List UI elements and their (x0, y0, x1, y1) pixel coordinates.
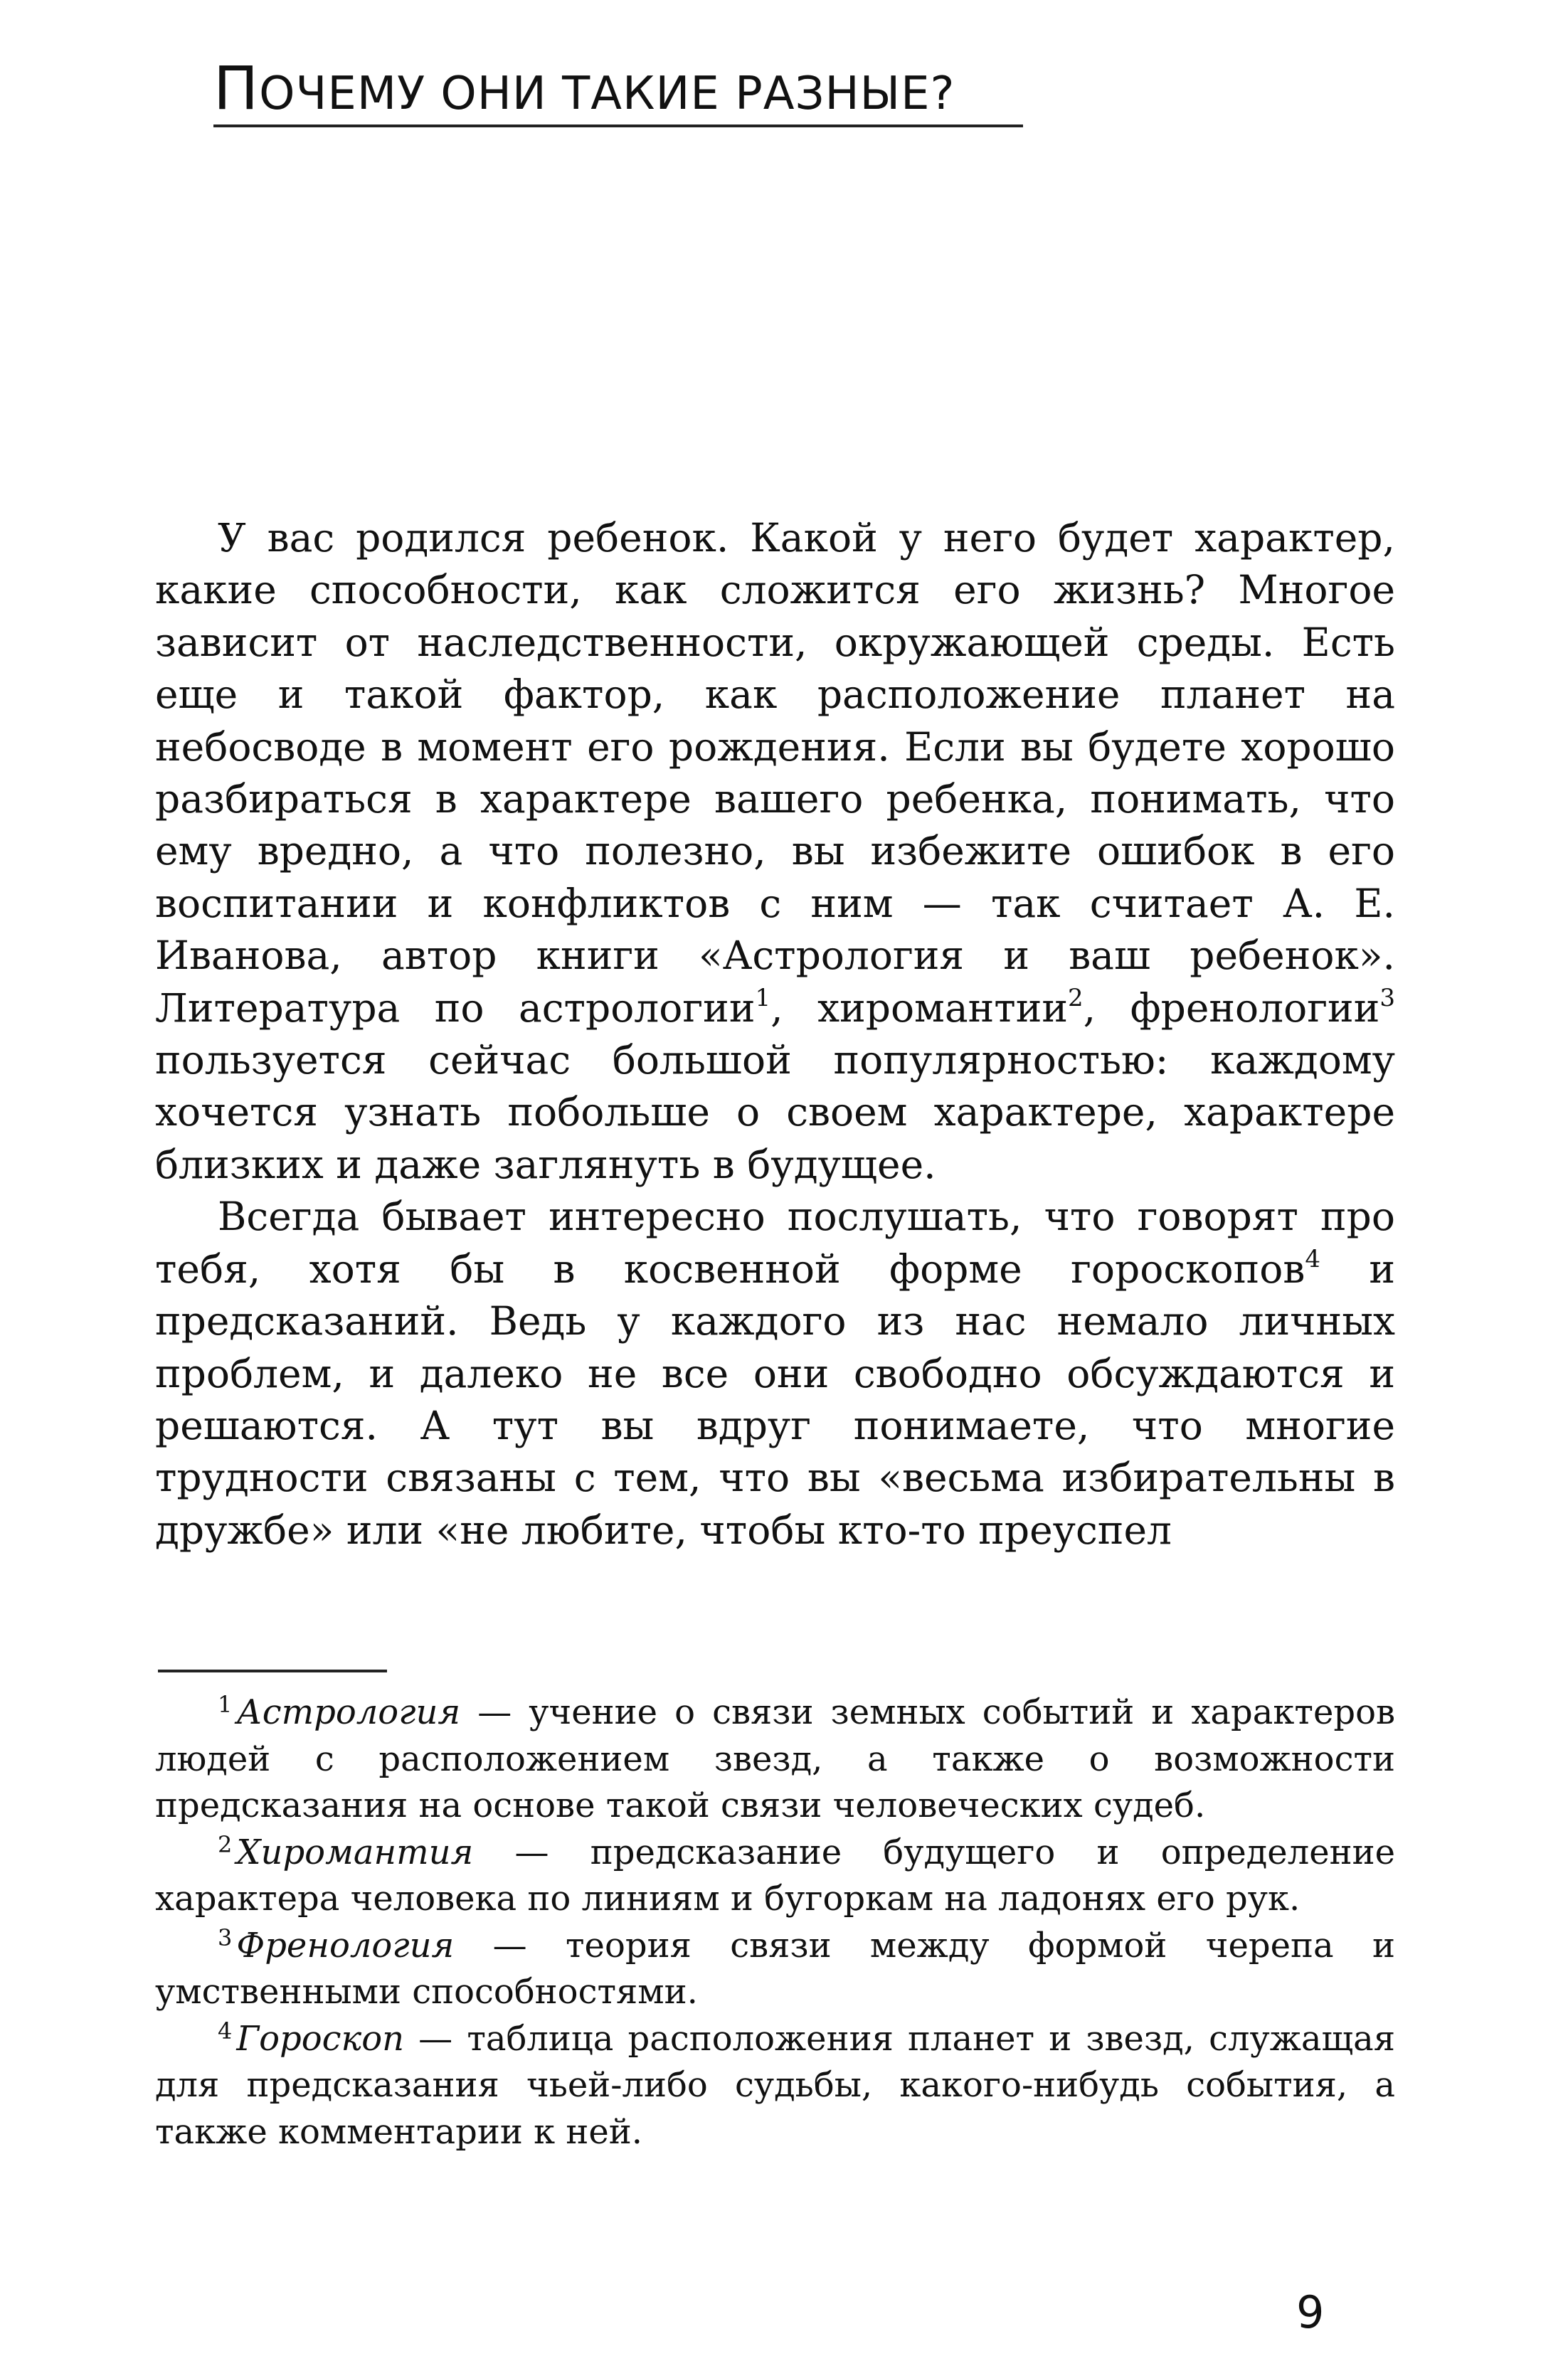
chapter-title (213, 53, 955, 123)
footnote-ref-4: 4 (1305, 1244, 1320, 1273)
footnote-term: Гороскоп (236, 2018, 405, 2059)
footnote-ref-3: 3 (1379, 983, 1395, 1012)
paragraph-1-text-b: , хиромантии (770, 985, 1069, 1031)
paragraph-2 (155, 1191, 1395, 1556)
footnote-number: 2 (218, 1830, 233, 1858)
footnote-text: — учение о связи земных событий и характеров людей с расположением звезд, а также о возможности предсказания на основе такой связи человеческих судеб. (155, 1692, 1395, 1825)
footnote-separator (158, 1670, 387, 1672)
footnote-text: — таблица расположения планет и звезд, служащая для предсказания чьей-либо судьбы, какого-нибудь события, а также комментарии к ней. (155, 2018, 1395, 2152)
title-underline (213, 124, 1023, 127)
paragraph-1-text-c: , френологии (1083, 985, 1380, 1031)
footnote-4 (155, 2016, 1395, 2156)
footnote-number: 3 (218, 1924, 233, 1951)
paragraph-1-text-a: У вас родился ребенок. Какой у него будет характер, какие способности, как сложится его жизнь? Многое зависит от наследственности, окружающей среды. Есть еще и такой фактор, как расположение планет на небосводе в момент его рождения. Если вы будете хорошо разбираться в характере вашего ребенка, понимать, что ему вредно, а что полезно, вы избежите ошибок в его воспитании и конфликтов с ним — так считает А. Е. Иванова, автор книги «Астрология и ваш ребенок». Литература по астрологии (155, 515, 1395, 1031)
footnote-term: Френология (236, 1925, 455, 1966)
footnotes (155, 1690, 1395, 2155)
footnote-term: Хиромантия (236, 1832, 474, 1872)
footnote-number: 1 (218, 1691, 233, 1718)
footnote-ref-1: 1 (755, 983, 771, 1012)
footnote-3 (155, 1923, 1395, 2016)
paragraph-2-text-b: и предсказаний. Ведь у каждого из нас немало личных проблем, и далеко не все они свободно обсуждаются и решаются. А тут вы вдруг понимаете, что многие трудности связаны с тем, что вы «весьма избирательны в дружбе» или «не любите, чтобы кто-то преуспел (155, 1246, 1396, 1553)
footnote-term: Астрология (236, 1692, 461, 1732)
footnote-text: — предсказание будущего и определение характера человека по линиям и бугоркам на ладонях его рук. (155, 1832, 1395, 1919)
footnote-ref-2: 2 (1068, 983, 1084, 1012)
footnote-text: — теория связи между формой черепа и умственными способностями. (155, 1925, 1395, 2012)
page-number: 9 (1296, 2286, 1325, 2338)
footnote-2 (155, 1830, 1395, 1923)
body-text (155, 512, 1395, 1556)
footnote-1 (155, 1690, 1395, 1830)
footnote-number: 4 (218, 2017, 233, 2044)
paragraph-1 (155, 512, 1395, 1191)
chapter-title-initial: П (213, 53, 260, 123)
paragraph-1-text-d: пользуется сейчас большой популярностью: каждому хочется узнать побольше о своем характере, характере близких и даже заглянуть в будущее. (155, 1037, 1395, 1187)
chapter-title-rest: ОЧЕМУ ОНИ ТАКИЕ РАЗНЫЕ? (259, 68, 955, 120)
paragraph-2-text-a: Всегда бывает интересно послушать, что говорят про тебя, хотя бы в косвенной форме гороскопов (155, 1194, 1395, 1292)
